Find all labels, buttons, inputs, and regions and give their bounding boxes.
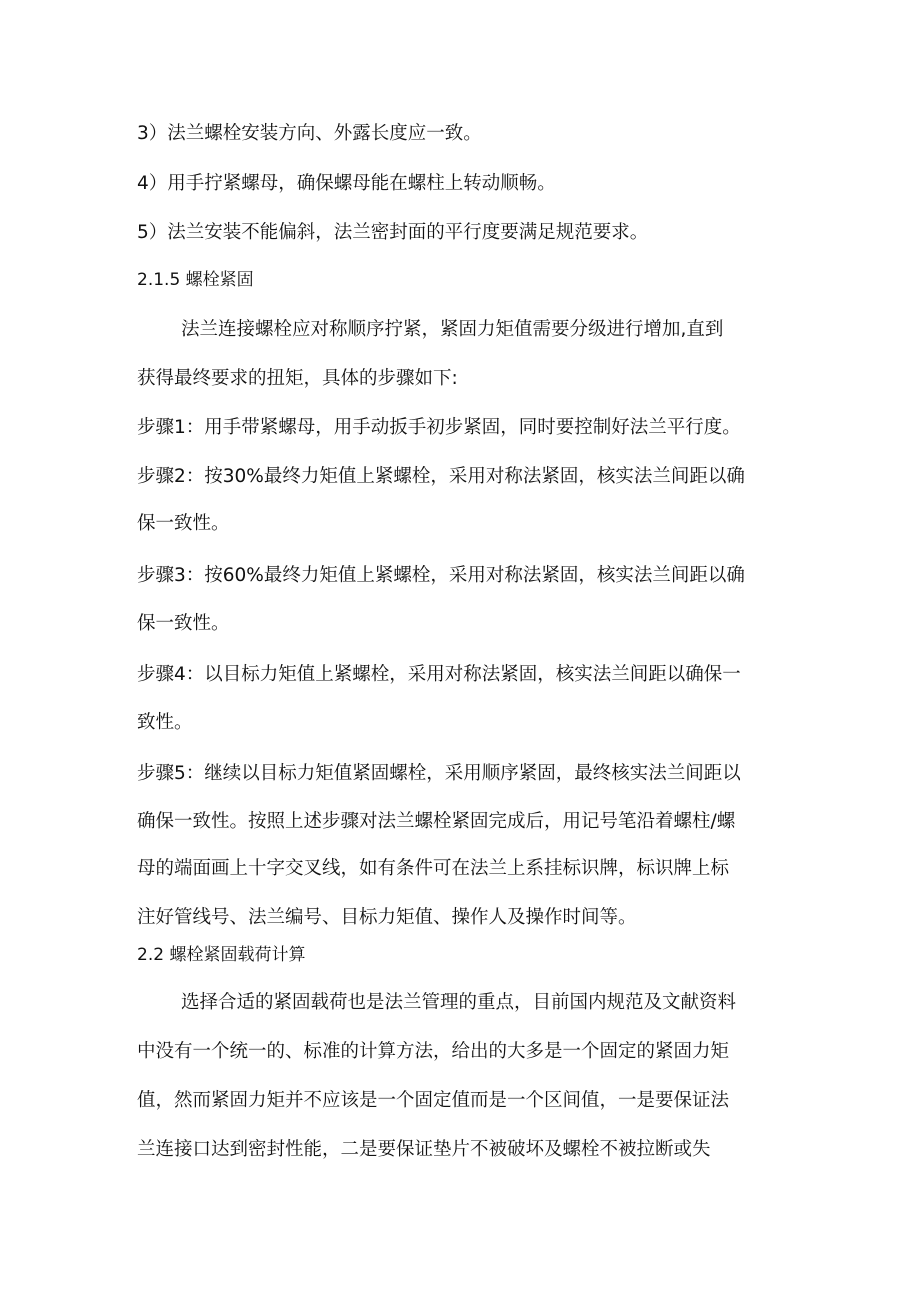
section-heading-2-2: 2.2 螺栓紧固载荷计算 bbox=[137, 945, 306, 965]
step-line: 步骤1：用手带紧螺母，用手动扳手初步紧固，同时要控制好法兰平行度。 bbox=[137, 417, 741, 438]
step-line: 注好管线号、法兰编号、目标力矩值、操作人及操作时间等。 bbox=[137, 907, 637, 928]
step-line: 母的端面画上十字交叉线，如有条件可在法兰上系挂标识牌，标识牌上标 bbox=[137, 858, 730, 879]
step-line: 步骤3：按60%最终力矩值上紧螺栓，采用对称法紧固，核实法兰间距以确 bbox=[137, 565, 745, 586]
list-item: 4）用手拧紧螺母，确保螺母能在螺柱上转动顺畅。 bbox=[137, 173, 556, 194]
paragraph-line: 值，然而紧固力矩并不应该是一个固定值而是一个区间值，一是要保证法 bbox=[137, 1090, 730, 1111]
paragraph-line: 选择合适的紧固载荷也是法兰管理的重点，目前国内规范及文献资料 bbox=[181, 992, 737, 1013]
paragraph-line: 获得最终要求的扭矩，具体的步骤如下: bbox=[137, 368, 458, 389]
paragraph-line: 中没有一个统一的、标准的计算方法，给出的大多是一个固定的紧固力矩 bbox=[137, 1041, 730, 1062]
step-line: 步骤4：以目标力矩值上紧螺栓，采用对称法紧固，核实法兰间距以确保一 bbox=[137, 664, 741, 685]
step-line: 步骤2：按30%最终力矩值上紧螺栓，采用对称法紧固，核实法兰间距以确 bbox=[137, 466, 745, 487]
step-line: 保一致性。 bbox=[137, 513, 230, 534]
paragraph-line: 法兰连接螺栓应对称顺序拧紧，紧固力矩值需要分级进行增加,直到 bbox=[181, 319, 724, 340]
step-line: 步骤5：继续以目标力矩值紧固螺栓，采用顺序紧固，最终核实法兰间距以 bbox=[137, 763, 741, 784]
list-item: 5）法兰安装不能偏斜，法兰密封面的平行度要满足规范要求。 bbox=[137, 222, 649, 243]
step-line: 致性。 bbox=[137, 712, 193, 733]
paragraph-line: 兰连接口达到密封性能，二是要保证垫片不被破坏及螺栓不被拉断或失 bbox=[137, 1139, 711, 1160]
step-line: 确保一致性。按照上述步骤对法兰螺栓紧固完成后，用记号笔沿着螺柱/螺 bbox=[137, 811, 736, 832]
section-heading-2-1-5: 2.1.5 螺栓紧固 bbox=[137, 270, 254, 290]
step-line: 保一致性。 bbox=[137, 613, 230, 634]
list-item: 3）法兰螺栓安装方向、外露长度应一致。 bbox=[137, 123, 482, 144]
